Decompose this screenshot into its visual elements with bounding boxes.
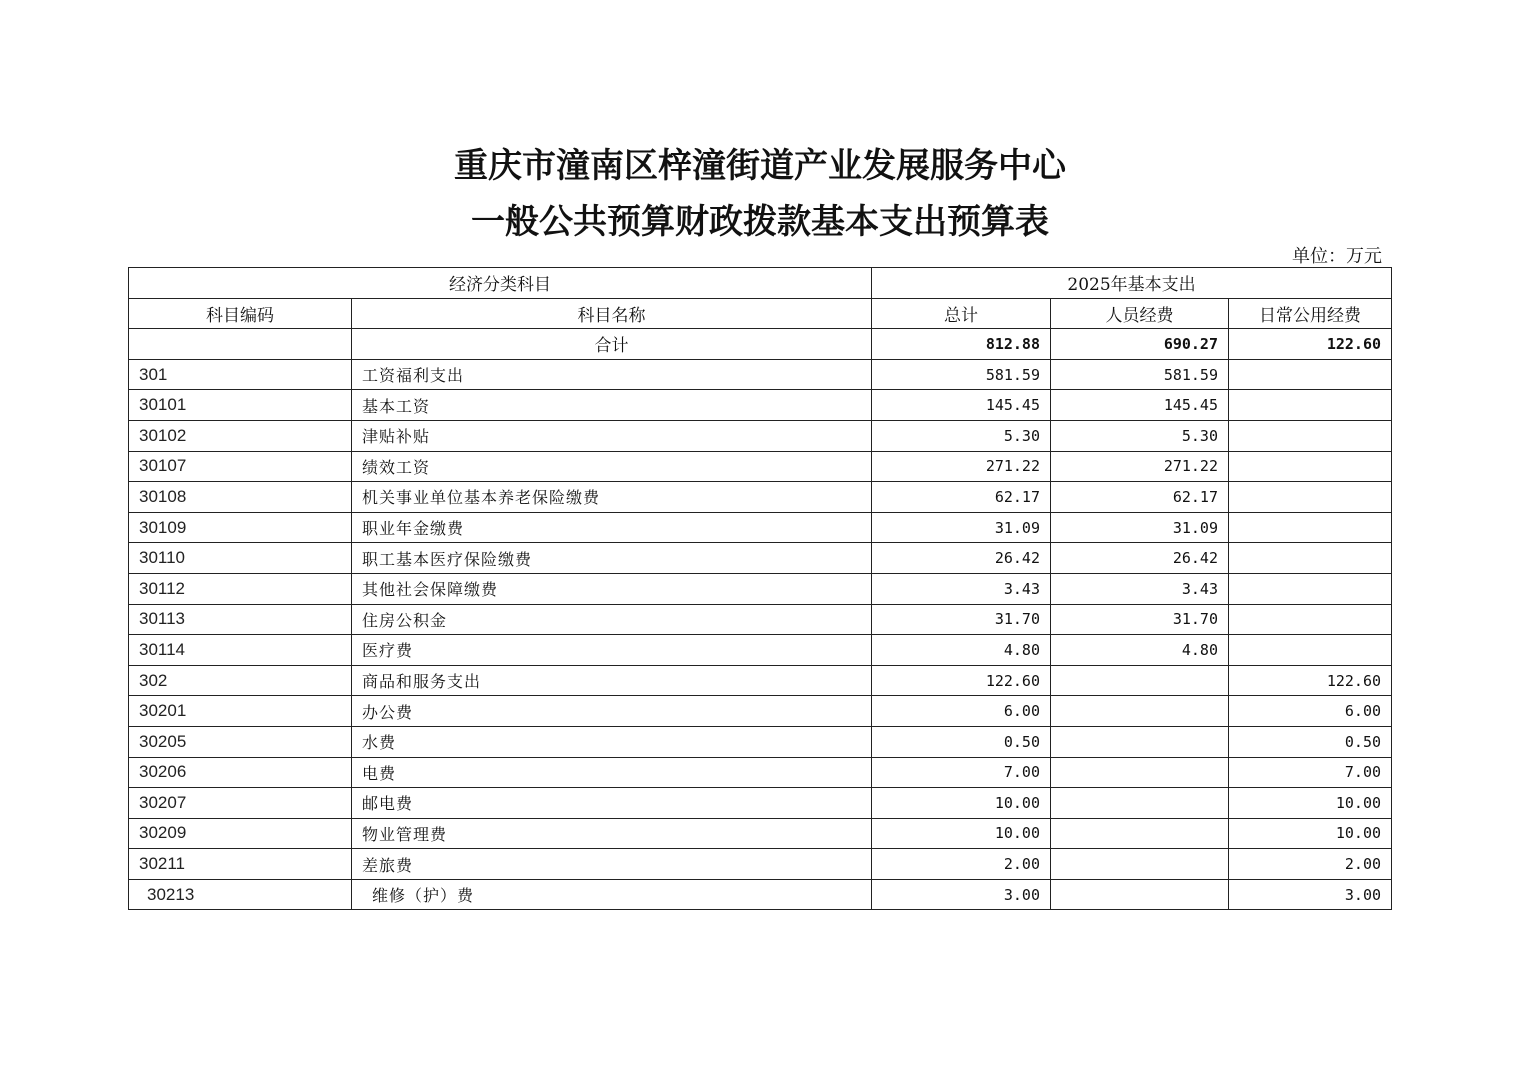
row-code: 30108 <box>129 482 352 513</box>
table-row <box>129 420 1392 451</box>
total-public: 122.60 <box>1229 329 1392 360</box>
table-row <box>129 665 1392 696</box>
row-public: 10.00 <box>1229 818 1392 849</box>
row-personnel <box>1051 788 1229 819</box>
header-basic-expense: 2025年基本支出 <box>872 268 1392 299</box>
table-row <box>129 696 1392 727</box>
unit-label: 单位：万元 <box>1292 246 1382 267</box>
total-label: 合计 <box>352 329 872 360</box>
row-total: 6.00 <box>872 696 1051 727</box>
table-row <box>129 849 1392 880</box>
row-personnel: 31.09 <box>1051 512 1229 543</box>
row-public <box>1229 359 1392 390</box>
table-row <box>129 359 1392 390</box>
row-personnel: 581.59 <box>1051 359 1229 390</box>
row-personnel: 4.80 <box>1051 635 1229 666</box>
total-personnel: 690.27 <box>1051 329 1229 360</box>
row-name: 医疗费 <box>352 635 872 666</box>
page-title-line2: 一般公共预算财政拨款基本支出预算表 <box>471 202 1049 242</box>
row-public <box>1229 420 1392 451</box>
row-public <box>1229 543 1392 574</box>
row-total: 5.30 <box>872 420 1051 451</box>
header-econ-category: 经济分类科目 <box>129 268 872 299</box>
header-code: 科目编码 <box>129 298 352 329</box>
row-personnel <box>1051 726 1229 757</box>
row-code: 30201 <box>129 696 352 727</box>
table-row <box>129 451 1392 482</box>
row-code: 30112 <box>129 573 352 604</box>
header-row-2 <box>129 298 1392 329</box>
row-personnel <box>1051 818 1229 849</box>
row-personnel: 271.22 <box>1051 451 1229 482</box>
row-name: 其他社会保障缴费 <box>352 573 872 604</box>
row-total: 271.22 <box>872 451 1051 482</box>
row-name: 职业年金缴费 <box>352 512 872 543</box>
row-name: 维修（护）费 <box>352 879 872 910</box>
table-row <box>129 726 1392 757</box>
row-code: 30109 <box>129 512 352 543</box>
header-public: 日常公用经费 <box>1229 298 1392 329</box>
header-name: 科目名称 <box>352 298 872 329</box>
row-public <box>1229 635 1392 666</box>
row-public: 10.00 <box>1229 788 1392 819</box>
total-code-cell <box>129 329 352 360</box>
total-row <box>129 329 1392 360</box>
row-personnel: 145.45 <box>1051 390 1229 421</box>
row-public <box>1229 512 1392 543</box>
row-code: 302 <box>129 665 352 696</box>
row-total: 581.59 <box>872 359 1051 390</box>
budget-table <box>128 267 1392 910</box>
row-public <box>1229 482 1392 513</box>
row-name: 邮电费 <box>352 788 872 819</box>
row-name: 商品和服务支出 <box>352 665 872 696</box>
row-name: 绩效工资 <box>352 451 872 482</box>
row-name: 津贴补贴 <box>352 420 872 451</box>
row-personnel <box>1051 879 1229 910</box>
row-total: 2.00 <box>872 849 1051 880</box>
row-code: 30114 <box>129 635 352 666</box>
row-name: 职工基本医疗保险缴费 <box>352 543 872 574</box>
row-name: 基本工资 <box>352 390 872 421</box>
row-name: 住房公积金 <box>352 604 872 635</box>
row-code: 30207 <box>129 788 352 819</box>
row-public: 2.00 <box>1229 849 1392 880</box>
row-code: 30205 <box>129 726 352 757</box>
row-public: 122.60 <box>1229 665 1392 696</box>
row-total: 62.17 <box>872 482 1051 513</box>
row-code: 30113 <box>129 604 352 635</box>
row-total: 122.60 <box>872 665 1051 696</box>
row-total: 4.80 <box>872 635 1051 666</box>
row-name: 差旅费 <box>352 849 872 880</box>
row-public <box>1229 451 1392 482</box>
row-personnel <box>1051 757 1229 788</box>
row-total: 10.00 <box>872 818 1051 849</box>
row-public: 6.00 <box>1229 696 1392 727</box>
row-total: 7.00 <box>872 757 1051 788</box>
row-code: 30102 <box>129 420 352 451</box>
table-row <box>129 390 1392 421</box>
row-code: 30110 <box>129 543 352 574</box>
row-personnel: 5.30 <box>1051 420 1229 451</box>
row-total: 10.00 <box>872 788 1051 819</box>
row-personnel: 31.70 <box>1051 604 1229 635</box>
row-name: 物业管理费 <box>352 818 872 849</box>
row-total: 31.09 <box>872 512 1051 543</box>
row-personnel: 3.43 <box>1051 573 1229 604</box>
row-total: 31.70 <box>872 604 1051 635</box>
row-name: 电费 <box>352 757 872 788</box>
row-public <box>1229 604 1392 635</box>
row-name: 机关事业单位基本养老保险缴费 <box>352 482 872 513</box>
table-row <box>129 818 1392 849</box>
row-total: 3.00 <box>872 879 1051 910</box>
row-name: 工资福利支出 <box>352 359 872 390</box>
row-total: 26.42 <box>872 543 1051 574</box>
header-row-1 <box>129 268 1392 299</box>
row-public <box>1229 390 1392 421</box>
total-total: 812.88 <box>872 329 1051 360</box>
row-public: 3.00 <box>1229 879 1392 910</box>
row-total: 0.50 <box>872 726 1051 757</box>
table-row <box>129 879 1392 910</box>
row-code: 30101 <box>129 390 352 421</box>
header-total: 总计 <box>872 298 1051 329</box>
table-row <box>129 604 1392 635</box>
row-code: 30211 <box>129 849 352 880</box>
row-name: 水费 <box>352 726 872 757</box>
table-row <box>129 788 1392 819</box>
row-personnel: 26.42 <box>1051 543 1229 574</box>
row-code: 30209 <box>129 818 352 849</box>
table-row <box>129 635 1392 666</box>
row-personnel <box>1051 665 1229 696</box>
row-public <box>1229 573 1392 604</box>
table-row <box>129 543 1392 574</box>
page-title-line1: 重庆市潼南区梓潼街道产业发展服务中心 <box>454 146 1066 186</box>
row-code: 30213 <box>129 879 352 910</box>
row-total: 145.45 <box>872 390 1051 421</box>
table-row <box>129 573 1392 604</box>
row-total: 3.43 <box>872 573 1051 604</box>
row-name: 办公费 <box>352 696 872 727</box>
row-public: 0.50 <box>1229 726 1392 757</box>
table-row <box>129 512 1392 543</box>
row-personnel <box>1051 696 1229 727</box>
header-personnel: 人员经费 <box>1051 298 1229 329</box>
row-code: 30206 <box>129 757 352 788</box>
row-public: 7.00 <box>1229 757 1392 788</box>
row-code: 30107 <box>129 451 352 482</box>
row-personnel: 62.17 <box>1051 482 1229 513</box>
row-code: 301 <box>129 359 352 390</box>
table-row <box>129 482 1392 513</box>
table-row <box>129 757 1392 788</box>
row-personnel <box>1051 849 1229 880</box>
